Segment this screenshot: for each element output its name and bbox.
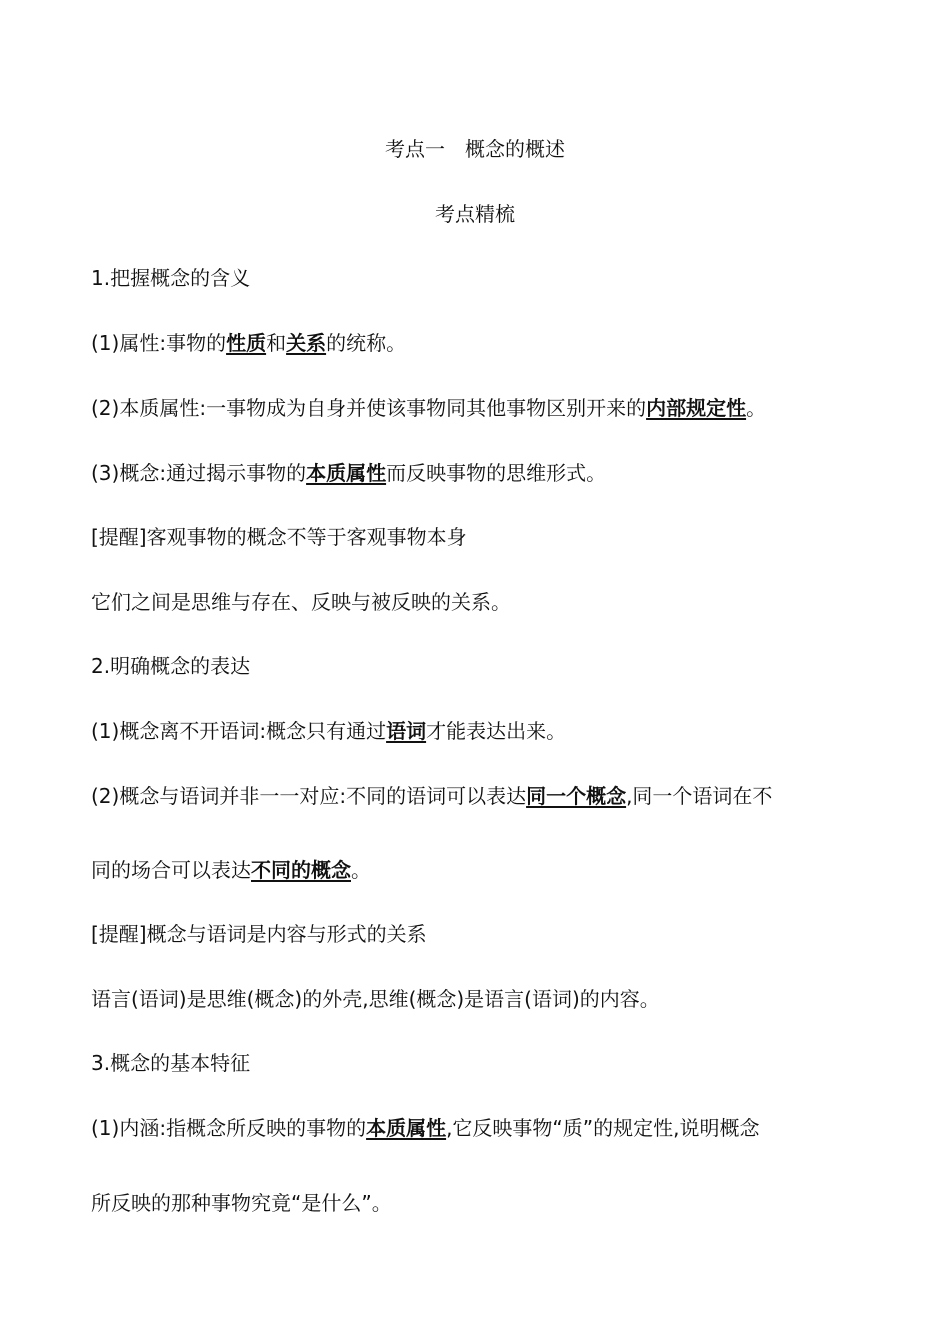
- paragraph-intension-cont: 所反映的那种事物究竟“是什么”。: [91, 1191, 392, 1215]
- text-segment: 。: [351, 858, 371, 882]
- page-title: 考点一 概念的概述: [385, 137, 565, 161]
- paragraph-correspondence: [91, 782, 772, 810]
- keyword: 不同的概念: [251, 858, 351, 882]
- text-segment: 同的场合可以表达: [91, 858, 251, 882]
- tip-1: [提醒]客观事物的概念不等于客观事物本身: [91, 525, 467, 549]
- text-segment: 的统称。: [326, 331, 407, 355]
- text-segment: (3)概念:通过揭示事物的: [91, 461, 307, 485]
- text-segment: (1)属性:事物的: [91, 331, 227, 355]
- tip-2: [提醒]概念与语词是内容与形式的关系: [91, 922, 427, 946]
- text-segment: (1)内涵:指概念所反映的事物的: [91, 1116, 367, 1140]
- paragraph-essential-attribute: [91, 394, 766, 422]
- tip-2-body: 语言(语词)是思维(概念)的外壳,思维(概念)是语言(语词)的内容。: [91, 987, 660, 1011]
- section-heading-3: 3.概念的基本特征: [91, 1051, 251, 1075]
- text-segment: ,它反映事物“质”的规定性,说明概念: [446, 1116, 760, 1140]
- keyword: 性质: [226, 331, 267, 355]
- keyword: 本质属性: [366, 1116, 447, 1140]
- text-segment: (1)概念离不开语词:概念只有通过: [91, 719, 387, 743]
- keyword: 关系: [286, 331, 327, 355]
- keyword: 内部规定性: [646, 396, 747, 420]
- section-heading-1: 1.把握概念的含义: [91, 266, 251, 290]
- text-segment: (2)本质属性:一事物成为自身并使该事物同其他事物区别开来的: [91, 396, 647, 420]
- paragraph-attribute: [91, 329, 406, 357]
- paragraph-words: [91, 717, 566, 745]
- keyword: 本质属性: [306, 461, 387, 485]
- paragraph-intension: [91, 1114, 760, 1142]
- text-segment: 才能表达出来。: [426, 719, 567, 743]
- paragraph-correspondence-cont: [91, 856, 371, 884]
- keyword: 同一个概念: [526, 784, 627, 808]
- keyword: 语词: [386, 719, 427, 743]
- text-segment: ,同一个语词在不: [626, 784, 773, 808]
- section-heading-2: 2.明确概念的表达: [91, 654, 251, 678]
- paragraph-concept: [91, 459, 606, 487]
- text-segment: 。: [746, 396, 767, 420]
- tip-1-body: 它们之间是思维与存在、反映与被反映的关系。: [91, 590, 511, 614]
- text-segment: 和: [266, 331, 287, 355]
- section-subtitle: 考点精梳: [435, 202, 515, 226]
- text-segment: 而反映事物的思维形式。: [386, 461, 607, 485]
- text-segment: (2)概念与语词并非一一对应:不同的语词可以表达: [91, 784, 527, 808]
